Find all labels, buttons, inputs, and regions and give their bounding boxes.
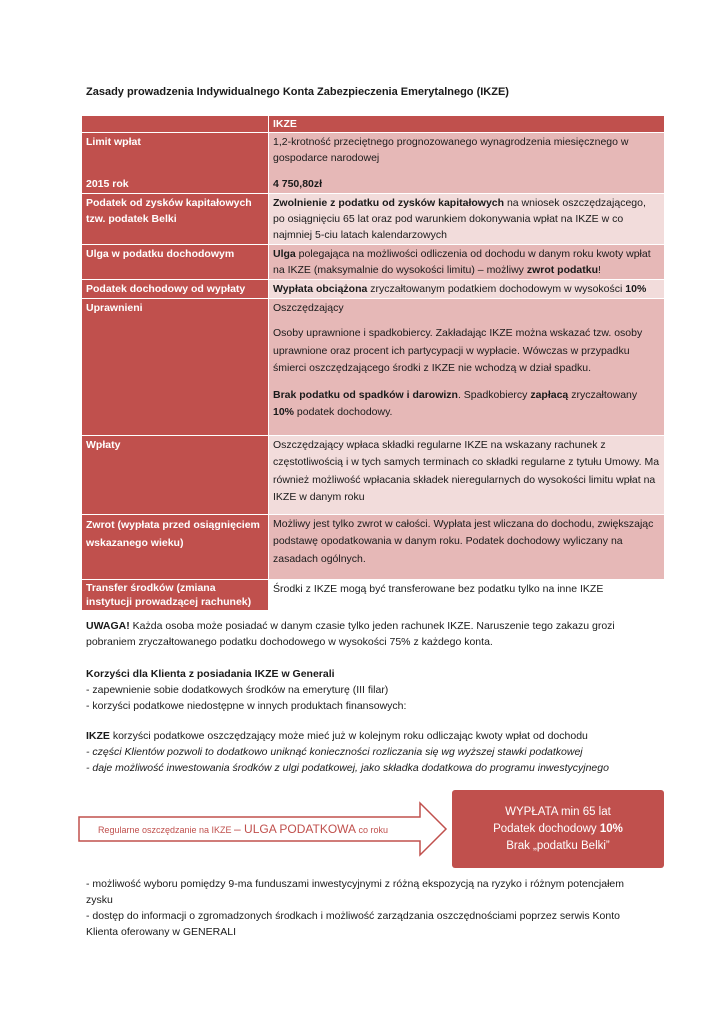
row-label-payments: Wpłaty [82,435,269,514]
inheritance-text-1: . Spadkobiercy [457,388,531,401]
spacer [273,378,660,387]
beneficiaries-desc: Osoby uprawnione i spadkobiercy. Zakładając IKZE można wskazać tzw. osoby uprawnione oraz procent ich partycypacji w wypłacie. Wówczas w przypadku śmierci oszczędzającego środki z IKZE nie wchodzą w dział spadku. [273,327,643,374]
table-row-refund [82,514,664,579]
benefit-italic-1: - części Klientów pozwoli to dodatkowo uniknąć konieczności rozliczania się wg wyższej stawki podatkowej [86,746,583,758]
benefit-item: - zapewnienie sobie dodatkowych środków na emeryturę (III filar) [86,684,389,696]
row-label-belka: Podatek od zysków kapitałowych tzw. podatek Belki [82,194,269,245]
inheritance-rate-bold: 10% [273,406,295,418]
inheritance-tax-bold: Brak podatku od spadków i darowizn [273,388,458,401]
ulga-text: polegająca na możliwości odliczenia od dochodu w danym roku kwoty wpłat na IKZE (maksymalnie do wysokości limitu) – możliwy [273,248,651,276]
spacer [273,316,660,325]
payout-line-1: WYPŁATA min 65 lat [505,805,611,818]
bottom-list [86,876,646,940]
benefit-item: - korzyści podatkowe niedostępne w innych produktach finansowych: [86,700,407,712]
ikze-rules-table [82,116,664,611]
benefits-heading: Korzyści dla Klienta z posiadania IKZE w Generali [86,668,335,680]
row-value-ulga [269,245,665,280]
table-row-payout-tax [82,280,664,299]
ikze-benefit-text: korzyści podatkowe oszczędzający może mieć już w kolejnym roku odliczając kwoty wpłat od dochodu [109,730,588,742]
limit-label: Limit wpłat [86,136,141,148]
header-empty-cell [82,116,269,133]
row-value-refund: Możliwy jest tylko zwrot w całości. Wypłata jest wliczana do dochodu, zwiększając podstawę opodatkowania w danym roku. Podatek dochodowy wyliczany na zasadach ogólnych. [269,514,665,579]
inheritance-text-2: zryczałtowany [568,388,638,401]
table-row-payments [82,435,664,514]
table-row-beneficiaries [82,299,664,436]
inheritance-text-3: podatek dochodowy. [294,406,393,418]
payout-tax-text: zryczałtowanym podatkiem dochodowym w wysokości [367,283,626,295]
row-label-refund: Zwrot (wypłata przed osiągnięciem wskazanego wieku) [82,514,269,579]
spacer [86,714,646,728]
tax-relief-arrow [78,800,448,858]
ulga-bold: Ulga [273,248,296,260]
row-label-ulga: Ulga w podatku dochodowym [82,245,269,280]
table-header-ikze: IKZE [269,116,665,133]
payout-line-2-rate: 10% [599,822,623,835]
ikze-benefit [86,728,646,744]
warning-paragraph [86,618,646,650]
inheritance-pay-bold: zapłacą [530,388,569,401]
payout-line-3: Brak „podatku Belki” [506,839,610,852]
row-label-payout-tax: Podatek dochodowy od wypłaty [82,280,269,299]
arrow-text-1: Regularne oszczędzanie na IKZE [97,825,235,835]
ulga-exclamation: ! [598,264,601,276]
benefits-section [86,666,646,776]
beneficiaries-tax [273,387,660,434]
row-label-beneficiaries: Uprawnieni [82,299,269,436]
arrow-text [78,819,408,839]
payout-box [452,790,664,868]
table-row-ulga [82,245,664,280]
table-row-transfer [82,579,664,610]
limit-text: 1,2-krotność przeciętnego prognozowanego wynagrodzenia miesięcznego w gospodarce narodowej [273,136,629,164]
belka-bold: Zwolnienie z podatku od zysków kapitałowych [273,197,505,209]
ulga-refund-bold: zwrot podatku [526,264,598,276]
row-label-transfer: Transfer środków (zmiana instytucji prowadzącej rachunek) [82,579,269,610]
table-row-limit [82,133,664,194]
bottom-item: - dostęp do informacji o zgromadzonych środkach i możliwość zarządzania oszczędnościami poprzez serwis Konto Klienta oferowany w GENERALI [86,910,620,938]
row-value-belka [269,194,665,245]
payout-line-2 [452,821,664,838]
row-value-transfer: Środki z IKZE mogą być transferowane bez podatku tylko na inne IKZE [269,579,665,610]
payout-line-2-text: Podatek dochodowy [493,822,600,835]
warning-text: Każda osoba może posiadać w danym czasie tylko jeden rachunek IKZE. Naruszenie tego zakazu grozi pobraniem zryczałtowanego podatku dochodowego w wysokości 75% z każdego konta. [86,620,615,648]
benefit-italic-2: - daje możliwość inwestowania środków z ulgi podatkowej, jako składka dodatkowa do programu inwestycyjnego [86,762,609,774]
row-value-beneficiaries [269,299,665,436]
limit-year-label: 2015 rok [86,178,129,190]
bottom-item: - możliwość wyboru pomiędzy 9-ma funduszami inwestycyjnymi z różną ekspozycją na ryzyko i różnym potencjałem zysku [86,878,625,906]
table-header-row [82,116,664,133]
beneficiaries-saver: Oszczędzający [273,302,344,314]
page-title: Zasady prowadzenia Indywidualnego Konta Zabezpieczenia Emerytalnego (IKZE) [86,86,509,98]
arrow-text-3: co roku [356,825,389,835]
belka-text: na wniosek oszczędzającego, po osiągnięciu 65 lat oraz pod warunkiem dokonywania wpłat na IKZE w co najmniej 5-ciu latach kalendarzowych [273,197,646,241]
row-value-limit [269,133,665,194]
warning-label: UWAGA! [86,620,130,632]
limit-amount: 4 750,80zł [273,178,323,190]
ikze-bold: IKZE [86,730,110,742]
row-value-payments: Oszczędzający wpłaca składki regularne IKZE na wskazany rachunek z częstotliwością i w tych samych terminach co składki regularne z tytułu Umowy. Ma również możliwość wpłacania składek nieregularnych do wysokości limitu wpłat na IKZE w danym roku [269,435,665,514]
payout-tax-bold: Wypłata obciążona [273,283,368,295]
payout-tax-rate: 10% [625,283,647,295]
row-value-payout-tax [269,280,665,299]
row-label-limit [82,133,269,194]
arrow-text-emphasis: – ULGA PODATKOWA [234,822,357,836]
table-row-belka [82,194,664,245]
